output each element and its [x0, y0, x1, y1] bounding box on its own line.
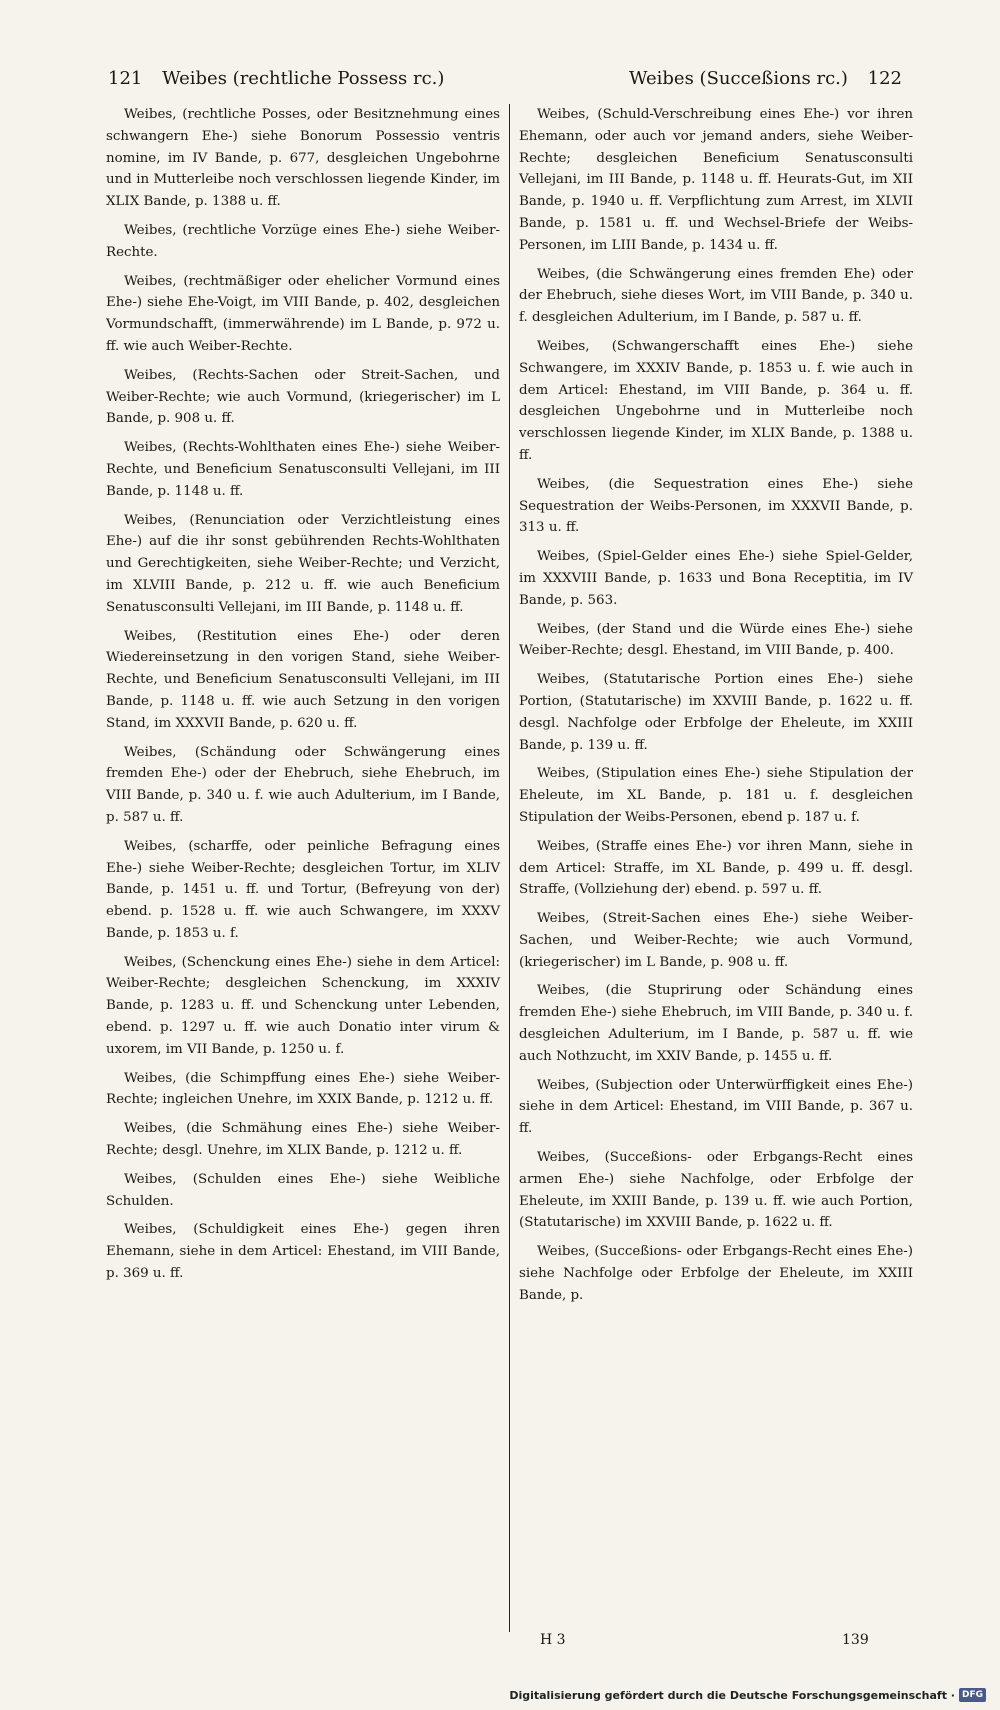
entry: Weibes, (Rechts-Sachen oder Streit-Sachen, und Weiber-Rechte; wie auch Vormund, (kriegerischer) im L Bande, p. 908 u. ff.	[106, 367, 500, 427]
entry: Weibes, (Renunciation oder Verzichtleistung eines Ehe-) auf die ihr sonst gebührenden Rechts-Wohlthaten und Gerechtigkeiten, siehe Weiber-Rechte; und Verzicht, im XLVIII Bande, p. 212 u. ff. wie auch Beneficium Senatusconsulti Vellejani, im III Bande, p. 1148 u. ff.	[106, 512, 500, 615]
entry: Weibes, (der Stand und die Würde eines Ehe-) siehe Weiber-Rechte; desgl. Ehestand, im VIII Bande, p. 400.	[519, 621, 913, 659]
left-running-title: Weibes (rechtliche Possess rc.)	[162, 68, 445, 89]
entry: Weibes, (die Stuprirung oder Schändung eines fremden Ehe-) siehe Ehebruch, im VIII Bande, p. 340 u. f. desgleichen Adulterium, im I Bande, p. 587 u. ff. wie auch Nothzucht, im XXIV Bande, p. 1455 u. ff.	[519, 983, 913, 1064]
digitization-footer	[509, 1684, 986, 1706]
column-divider	[509, 104, 510, 1632]
right-page-number: 122	[867, 68, 902, 89]
entry: Weibes, (Restitution eines Ehe-) oder deren Wiedereinsetzung in den vorigen Stand, siehe Weiber-Rechte, und Beneficium Senatusconsulti Vellejani, im III Bande, p. 1148 u. ff. wie auch Setzung in den vorigen Stand, im XXXVII Bande, p. 620 u. ff.	[106, 628, 500, 731]
entry: Weibes, (Subjection oder Unterwürffigkeit eines Ehe-) siehe in dem Articel: Ehestand, im VIII Bande, p. 367 u. ff.	[519, 1077, 913, 1137]
entry: Weibes, (Succeßions- oder Erbgangs-Recht eines armen Ehe-) siehe Nachfolge, oder Erbfolge der Eheleute, im XXIII Bande, p. 139 u. ff. wie auch Portion, (Statutarische) im XXVIII Bande, p. 1622 u. ff.	[519, 1150, 913, 1231]
header-left	[108, 64, 508, 94]
entry: Weibes, (Rechts-Wohlthaten eines Ehe-) siehe Weiber-Rechte, und Beneficium Senatusconsulti Vellejani, im III Bande, p. 1148 u. ff.	[106, 440, 500, 499]
entry: Weibes, (Schändung oder Schwängerung eines fremden Ehe-) oder der Ehebruch, siehe Ehebruch, im VIII Bande, p. 340 u. f. wie auch Adulterium, im I Bande, p. 587 u. ff.	[106, 744, 500, 825]
signature-mark: H 3	[540, 1632, 566, 1648]
right-running-title: Weibes (Succeßions rc.)	[628, 68, 848, 89]
entry: Weibes, (Schwangerschafft eines Ehe-) siehe Schwangere, im XXXIV Bande, p. 1853 u. f. wie auch in dem Articel: Ehestand, im VIII Bande, p. 364 u. ff. desgleichen Ungebohrne und in Mutterleibe noch verschlossen liegende Kinder, im XLIX Bande, p. 1388 u. ff.	[519, 338, 913, 463]
entry: Weibes, (die Schwängerung eines fremden Ehe) oder der Ehebruch, siehe dieses Wort, im VIII Bande, p. 340 u. f. desgleichen Adulterium, im I Bande, p. 587 u. ff.	[519, 266, 913, 326]
entry: Weibes, (Schulden eines Ehe-) siehe Weibliche Schulden.	[106, 1171, 500, 1209]
catchword: 139	[842, 1632, 869, 1648]
footer-text: Digitalisierung gefördert durch die Deutsche Forschungsgemeinschaft ·	[509, 1688, 955, 1702]
entry: Weibes, (rechtliche Posses, oder Besitznehmung eines schwangern Ehe-) siehe Bonorum Possessio ventris nomine, im IV Bande, p. 677, desgleichen Ungebohrne und in Mutterleibe noch verschlossen liegende Kinder, im XLIX Bande, p. 1388 u. ff.	[106, 107, 500, 210]
left-page-number: 121	[108, 68, 143, 89]
left-column	[106, 104, 500, 1292]
running-header	[108, 64, 902, 96]
right-column	[519, 104, 913, 1314]
entry: Weibes, (scharffe, oder peinliche Befragung eines Ehe-) siehe Weiber-Rechte; desgleichen Tortur, im XLIV Bande, p. 1451 u. ff. und Tortur, (Befreyung von der) ebend. p. 1528 u. ff. wie auch Schwangere, im XXXV Bande, p. 1853 u. f.	[106, 838, 500, 941]
entry: Weibes, (die Schimpffung eines Ehe-) siehe Weiber-Rechte; ingleichen Unehre, im XXIX Bande, p. 1212 u. ff.	[106, 1070, 500, 1108]
entry: Weibes, (die Schmähung eines Ehe-) siehe Weiber-Rechte; desgl. Unehre, im XLIX Bande, p. 1212 u. ff.	[106, 1121, 500, 1159]
entry: Weibes, (Statutarische Portion eines Ehe-) siehe Portion, (Statutarische) im XXVIII Bande, p. 1622 u. ff. desgl. Nachfolge oder Erbfolge der Eheleute, im XXIII Bande, p. 139 u. ff.	[519, 672, 913, 753]
entry: Weibes, (Schenckung eines Ehe-) siehe in dem Articel: Weiber-Rechte; desgleichen Schenckung, im XXXIV Bande, p. 1283 u. ff. und Schenckung unter Lebenden, ebend. p. 1297 u. ff. wie auch Donatio inter virum & uxorem, im VII Bande, p. 1250 u. f.	[106, 954, 500, 1057]
entry: Weibes, (rechtliche Vorzüge eines Ehe-) siehe Weiber-Rechte.	[106, 222, 500, 260]
dfg-logo-icon: DFG	[959, 1688, 986, 1702]
entry: Weibes, (Succeßions- oder Erbgangs-Recht eines Ehe-) siehe Nachfolge oder Erbfolge der Eheleute, im XXIII Bande, p.	[519, 1244, 913, 1303]
entry: Weibes, (Spiel-Gelder eines Ehe-) siehe Spiel-Gelder, im XXXVIII Bande, p. 1633 und Bona Receptitia, im IV Bande, p. 563.	[519, 549, 913, 608]
entry: Weibes, (rechtmäßiger oder ehelicher Vormund eines Ehe-) siehe Ehe-Voigt, im VIII Bande, p. 402, desgleichen Vormundschafft, (immerwährende) im L Bande, p. 972 u. ff. wie auch Weiber-Rechte.	[106, 273, 500, 354]
entry: Weibes, (Straffe eines Ehe-) vor ihren Mann, siehe in dem Articel: Straffe, im XL Bande, p. 499 u. ff. desgl. Straffe, (Vollziehung der) ebend. p. 597 u. ff.	[519, 838, 913, 898]
entry: Weibes, (Streit-Sachen eines Ehe-) siehe Weiber-Sachen, und Weiber-Rechte; wie auch Vormund, (kriegerischer) im L Bande, p. 908 u. ff.	[519, 911, 913, 970]
entry: Weibes, (Stipulation eines Ehe-) siehe Stipulation der Eheleute, im XL Bande, p. 181 u. f. desgleichen Stipulation der Weibs-Personen, ebend p. 187 u. f.	[519, 766, 913, 825]
entry: Weibes, (Schuldigkeit eines Ehe-) gegen ihren Ehemann, siehe in dem Articel: Ehestand, im VIII Bande, p. 369 u. ff.	[106, 1222, 500, 1282]
entry: Weibes, (Schuld-Verschreibung eines Ehe-) vor ihren Ehemann, oder auch vor jemand anders, siehe Weiber-Rechte; desgleichen Beneficium Senatusconsulti Vellejani, im III Bande, p. 1148 u. ff. Heurats-Gut, im XII Bande, p. 1940 u. ff. Verpflichtung zum Arrest, im XLVII Bande, p. 1581 u. ff. und Wechsel-Briefe der Weibs-Personen, im LIII Bande, p. 1434 u. ff.	[519, 107, 913, 253]
header-right	[502, 64, 902, 94]
entry: Weibes, (die Sequestration eines Ehe-) siehe Sequestration der Weibs-Personen, im XXXVII Bande, p. 313 u. ff.	[519, 476, 913, 536]
